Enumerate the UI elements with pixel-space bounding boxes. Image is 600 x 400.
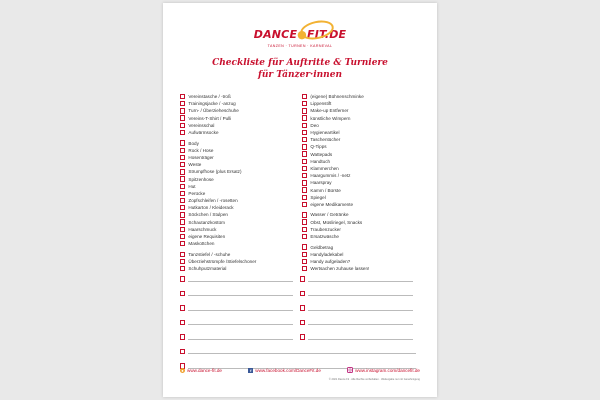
- checkbox[interactable]: [302, 252, 307, 257]
- checkbox[interactable]: [300, 334, 305, 339]
- checklist-item-label: Klammerchen: [310, 165, 339, 171]
- checklist-item-label: Handyladekabel: [310, 251, 344, 257]
- checkbox[interactable]: [302, 115, 307, 120]
- checklist-item-label: Q-Tipps: [310, 144, 327, 150]
- checkbox[interactable]: [180, 115, 185, 120]
- checkbox[interactable]: [302, 151, 307, 156]
- footer-website-text: www.dance-fit.de: [187, 367, 222, 373]
- checklist-item-label: Maskottchen: [188, 241, 215, 247]
- checklist-item[interactable]: [180, 100, 295, 107]
- blank-entry-row: [180, 341, 420, 356]
- checklist-item-label: Traubenzucker: [310, 226, 341, 232]
- checklist-item-label: Hutkarton / Kleiderack: [188, 205, 234, 211]
- checklist-item[interactable]: [180, 240, 295, 247]
- checklist-item-label: Geldbetrag: [310, 244, 334, 250]
- checkbox[interactable]: [302, 144, 307, 149]
- left-checklist-column: [180, 93, 295, 272]
- checkbox[interactable]: [302, 166, 307, 171]
- blank-entry-row: [180, 283, 420, 298]
- write-in-line[interactable]: [188, 324, 293, 325]
- checklist-item[interactable]: [180, 140, 295, 147]
- checklist-item-label: Kamm / Bürste: [310, 187, 341, 193]
- checkbox[interactable]: [180, 169, 185, 174]
- checklist-item[interactable]: [180, 115, 295, 122]
- instagram-icon: ◎: [348, 367, 352, 372]
- checkbox[interactable]: [300, 320, 305, 325]
- checklist-item[interactable]: [302, 172, 417, 179]
- checklist-item[interactable]: [180, 233, 295, 240]
- checklist-item[interactable]: [180, 226, 295, 233]
- footer-facebook[interactable]: [248, 368, 321, 373]
- checkbox[interactable]: [302, 123, 307, 128]
- blank-entry-row: [180, 297, 420, 312]
- logo-brand: DANCE: [253, 28, 298, 41]
- write-in-line[interactable]: [188, 281, 293, 282]
- checkbox[interactable]: [302, 195, 307, 200]
- checklist-item[interactable]: [180, 147, 295, 154]
- checklist-item[interactable]: [180, 204, 295, 211]
- checklist-item-label: Handtuch: [310, 158, 331, 164]
- checklist-item[interactable]: [180, 175, 295, 182]
- checkbox[interactable]: [300, 291, 305, 296]
- checklist-item-label: Obst, Müsliriegel, Snacks: [310, 219, 363, 225]
- checklist-item-label: Perücke: [188, 190, 206, 196]
- checklist-item-label: Lippenstift: [310, 101, 332, 107]
- write-in-line[interactable]: [188, 339, 293, 340]
- dancefit-logo: DANCE●FIT.DE TANZEN · TURNEN · KARNEVAL: [163, 25, 437, 48]
- checklist-item[interactable]: [180, 122, 295, 129]
- checkbox[interactable]: [180, 212, 185, 217]
- checklist-item-label: Wattepads: [310, 151, 333, 157]
- checklist-item-label: (eigene) Bühnenschminke: [310, 94, 364, 100]
- checklist-item-label: Wertsachen zuhause lassen!: [310, 266, 370, 272]
- checklist-item[interactable]: [302, 143, 417, 150]
- checkbox[interactable]: [180, 108, 185, 113]
- checklist-item-label: Hut: [188, 183, 196, 189]
- checkbox[interactable]: [180, 198, 185, 203]
- checkbox[interactable]: [180, 162, 185, 167]
- checklist-item-label: Make-up Entferner: [310, 108, 349, 114]
- checklist-item[interactable]: [180, 183, 295, 190]
- checklist-item-label: eigene Medikamente: [310, 201, 354, 207]
- checklist-item[interactable]: [302, 151, 417, 158]
- checklist-item-label: Vereinstasche / -troß: [188, 94, 231, 100]
- checklist-item[interactable]: [302, 233, 417, 240]
- checklist-item-label: Hygieneartikel: [310, 130, 340, 136]
- checkbox[interactable]: [302, 202, 307, 207]
- checkbox[interactable]: [180, 320, 185, 325]
- checkbox[interactable]: [302, 212, 307, 217]
- blank-entry-rows: [180, 268, 420, 370]
- checklist-item[interactable]: [180, 168, 295, 175]
- checkbox[interactable]: [302, 187, 307, 192]
- blank-entry-row: [180, 326, 420, 341]
- checklist-item[interactable]: [302, 194, 417, 201]
- checklist-item-label: Aufwärmsocke: [188, 130, 219, 136]
- checklist-item[interactable]: [302, 251, 417, 258]
- checklist-item[interactable]: [180, 219, 295, 226]
- checklist-item-label: Überziehstrümpfe /Stiefelschoner: [188, 259, 257, 264]
- checklist-item-label: Tanzstiefel / -schuhe: [188, 251, 231, 257]
- checkbox[interactable]: [180, 305, 185, 310]
- checklist-item-label: Vereins-T-Shirt / Pulli: [188, 115, 232, 121]
- blank-entry-row: [180, 268, 420, 283]
- write-in-line[interactable]: [308, 310, 413, 311]
- checkbox[interactable]: [302, 259, 307, 264]
- checklist-item-label: Taschentücher: [310, 137, 341, 143]
- checkbox[interactable]: [300, 305, 305, 310]
- checklist-item[interactable]: [302, 122, 417, 129]
- footer-instagram[interactable]: [347, 367, 420, 373]
- checklist-item[interactable]: [302, 186, 417, 193]
- checkbox[interactable]: [180, 334, 185, 339]
- checklist-item-label: Haarspray: [310, 180, 332, 186]
- checklist-item-label: Haarschmuck: [188, 226, 217, 232]
- checkbox[interactable]: [180, 349, 185, 354]
- checklist-item[interactable]: [302, 107, 417, 114]
- checklist-item[interactable]: [302, 115, 417, 122]
- checkbox[interactable]: [302, 137, 307, 142]
- footer: [180, 367, 420, 373]
- checklist-item-label: Strumpfhose (plus Ersatz): [188, 169, 242, 175]
- copyright-notice: © 2021 Dance Fit · Alle Rechte vorbehalten · Weitergabe nur mit Genehmigung: [328, 378, 420, 381]
- checklist-item[interactable]: [180, 107, 295, 114]
- checklist-item-label: Hosenträger: [188, 154, 214, 160]
- checklist-item[interactable]: [302, 258, 417, 265]
- checkbox[interactable]: [180, 184, 185, 189]
- write-in-line[interactable]: [188, 310, 293, 311]
- checklist-item[interactable]: [302, 165, 417, 172]
- checklist-item[interactable]: [302, 100, 417, 107]
- footer-facebook-text: www.facebook.com/DanceFit.de: [255, 367, 321, 373]
- checklist-item[interactable]: [180, 190, 295, 197]
- checkbox[interactable]: [302, 101, 307, 106]
- checkbox[interactable]: [302, 94, 307, 99]
- checklist-item[interactable]: [302, 219, 417, 226]
- checkbox[interactable]: [180, 191, 185, 196]
- checkbox[interactable]: [180, 140, 185, 145]
- checklist-item[interactable]: [180, 129, 295, 136]
- checklist-item-label: Schuhputzmaterial: [188, 266, 227, 272]
- checkbox[interactable]: [302, 244, 307, 249]
- checklist-item[interactable]: [302, 158, 417, 165]
- facebook-icon: f: [250, 367, 252, 373]
- checklist-item-label: Spiegel: [310, 194, 326, 200]
- checklist-item[interactable]: [302, 179, 417, 186]
- checklist-item[interactable]: [180, 93, 295, 100]
- checklist-item[interactable]: [180, 211, 295, 218]
- checkbox[interactable]: [180, 291, 185, 296]
- checklist-item-label: Haargummis / -netz: [310, 173, 351, 179]
- checklist-item[interactable]: [180, 154, 295, 161]
- checklist-item-label: Spitzenhose: [188, 176, 214, 182]
- checklist-item-label: Handy aufgeladen?: [310, 259, 351, 264]
- checklist-item[interactable]: [180, 251, 295, 258]
- checklist-item-label: Deo: [310, 122, 319, 128]
- checklist-item[interactable]: [302, 129, 417, 136]
- checkbox[interactable]: [180, 276, 185, 281]
- checklist-item[interactable]: [180, 258, 295, 265]
- write-in-line[interactable]: [308, 324, 413, 325]
- blank-entry-row: [180, 312, 420, 327]
- write-in-line[interactable]: [188, 295, 293, 296]
- write-in-line[interactable]: [188, 353, 416, 354]
- checklist-item[interactable]: [180, 161, 295, 168]
- logo-tagline: TANZEN · TURNEN · KARNEVAL: [267, 44, 333, 48]
- checklist-item[interactable]: [302, 211, 417, 218]
- checkbox[interactable]: [180, 155, 185, 160]
- checklist-item-label: Trainingsjacke / -anzug: [188, 101, 236, 107]
- checkbox[interactable]: [302, 180, 307, 185]
- globe-icon: ●: [181, 367, 184, 373]
- checklist-item-label: Body: [188, 140, 199, 146]
- checkbox[interactable]: [180, 205, 185, 210]
- checklist-item[interactable]: [180, 197, 295, 204]
- checklist-item[interactable]: [302, 201, 417, 208]
- checklist-item-label: Turn- / Überzieheschuhe: [188, 108, 239, 114]
- checklist-item[interactable]: [302, 93, 417, 100]
- checkbox[interactable]: [180, 241, 185, 246]
- checkbox[interactable]: [180, 130, 185, 135]
- checklist-item-label: Ersatzwäsche: [310, 234, 339, 240]
- title-line-1: Checkliste für Auftritte & Turniere: [212, 58, 388, 68]
- checkbox[interactable]: [302, 130, 307, 135]
- checklist-item-label: Weste: [188, 162, 202, 168]
- checklist-item-label: Zopfschleifen / -rosetten: [188, 198, 238, 204]
- checklist-item-label: Rock / Hose: [188, 147, 214, 153]
- footer-instagram-text: www.instagram.com/dancefit.de: [355, 367, 420, 373]
- checkbox[interactable]: [180, 176, 185, 181]
- checkbox[interactable]: [302, 159, 307, 164]
- checklist-item-label: eigene Requisiten: [188, 234, 226, 240]
- checkbox[interactable]: [180, 101, 185, 106]
- checklist-item-label: Söckchen / Stulpen: [188, 212, 228, 218]
- checkbox[interactable]: [302, 108, 307, 113]
- checkbox[interactable]: [180, 259, 185, 264]
- checklist-item-label: künstliche Wimpern: [310, 115, 351, 121]
- checkbox[interactable]: [180, 123, 185, 128]
- checklist-sheet: [163, 3, 437, 397]
- checkbox[interactable]: [180, 227, 185, 232]
- checklist-item[interactable]: [302, 244, 417, 251]
- checklist-item-label: Schautanzkostüm: [188, 219, 225, 225]
- checkbox[interactable]: [180, 219, 185, 224]
- checkbox[interactable]: [302, 219, 307, 224]
- title-line-2: für Tänzer·innen: [258, 70, 342, 80]
- write-in-line[interactable]: [308, 281, 413, 282]
- checklist-item[interactable]: [302, 226, 417, 233]
- footer-website[interactable]: [180, 368, 222, 373]
- checklist-item-label: Wasser / Getränke: [310, 212, 349, 218]
- checkbox[interactable]: [180, 252, 185, 257]
- checkbox[interactable]: [302, 227, 307, 232]
- checkbox[interactable]: [180, 148, 185, 153]
- checkbox[interactable]: [180, 234, 185, 239]
- checklist-item-label: Vereinsschal: [188, 122, 215, 128]
- logo-brand-domain: FIT.DE: [306, 28, 347, 41]
- checkbox[interactable]: [302, 173, 307, 178]
- checkbox[interactable]: [302, 234, 307, 239]
- checkbox[interactable]: [300, 276, 305, 281]
- page-title: [163, 57, 437, 81]
- write-in-line[interactable]: [308, 339, 413, 340]
- write-in-line[interactable]: [308, 295, 413, 296]
- right-checklist-column: [302, 93, 417, 272]
- checklist-item[interactable]: [302, 136, 417, 143]
- checkbox[interactable]: [180, 94, 185, 99]
